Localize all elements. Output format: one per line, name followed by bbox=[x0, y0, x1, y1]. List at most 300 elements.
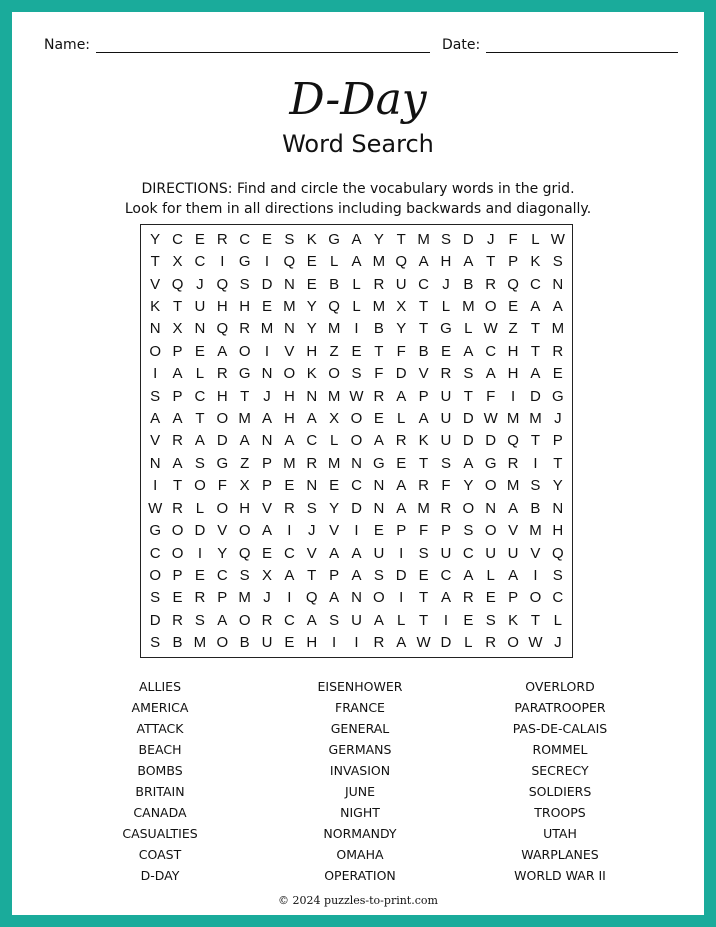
grid-letter[interactable]: G bbox=[484, 454, 497, 472]
grid-letter[interactable]: U bbox=[440, 432, 452, 450]
grid-letter[interactable]: E bbox=[373, 410, 384, 428]
grid-letter[interactable]: C bbox=[194, 253, 206, 271]
grid-letter[interactable]: E bbox=[485, 589, 496, 607]
grid-letter[interactable]: Q bbox=[507, 275, 519, 293]
grid-letter[interactable]: J bbox=[263, 387, 271, 405]
grid-letter[interactable]: R bbox=[395, 432, 407, 450]
grid-letter[interactable]: R bbox=[216, 365, 228, 383]
grid-letter[interactable]: N bbox=[283, 275, 295, 293]
grid-letter[interactable]: Y bbox=[396, 320, 407, 338]
grid-letter[interactable]: H bbox=[440, 253, 452, 271]
grid-letter[interactable]: C bbox=[306, 432, 318, 450]
grid-letter[interactable]: I bbox=[443, 611, 449, 629]
grid-letter[interactable]: L bbox=[329, 253, 339, 271]
grid-letter[interactable]: S bbox=[485, 611, 496, 629]
grid-letter[interactable]: E bbox=[262, 297, 273, 315]
grid-letter[interactable]: L bbox=[397, 410, 406, 428]
grid-letter[interactable]: U bbox=[194, 297, 206, 315]
grid-letter[interactable]: A bbox=[396, 499, 407, 517]
grid-letter[interactable]: A bbox=[351, 567, 362, 585]
grid-letter[interactable]: L bbox=[195, 365, 205, 383]
grid-letter[interactable]: W bbox=[483, 320, 498, 338]
grid-letter[interactable]: G bbox=[238, 365, 251, 383]
grid-letter[interactable]: H bbox=[216, 297, 228, 315]
grid-letter[interactable]: M bbox=[327, 387, 341, 405]
grid-letter[interactable]: P bbox=[508, 253, 519, 271]
grid-letter[interactable]: A bbox=[396, 387, 407, 405]
grid-letter[interactable]: B bbox=[530, 499, 541, 517]
grid-letter[interactable]: Q bbox=[238, 544, 251, 562]
grid-letter[interactable]: N bbox=[373, 477, 385, 495]
grid-letter[interactable]: J bbox=[196, 275, 204, 293]
grid-letter[interactable]: K bbox=[418, 432, 429, 450]
grid-letter[interactable]: H bbox=[283, 410, 295, 428]
grid-letter[interactable]: V bbox=[418, 365, 429, 383]
grid-letter[interactable]: R bbox=[306, 454, 318, 472]
grid-letter[interactable]: A bbox=[306, 611, 317, 629]
grid-letter[interactable]: O bbox=[194, 477, 206, 495]
grid-letter[interactable]: C bbox=[216, 567, 228, 585]
grid-letter[interactable]: T bbox=[419, 297, 429, 315]
grid-letter[interactable]: E bbox=[329, 477, 340, 495]
grid-letter[interactable]: T bbox=[419, 454, 429, 472]
grid-letter[interactable]: A bbox=[172, 365, 183, 383]
grid-letter[interactable]: R bbox=[261, 611, 273, 629]
grid-letter[interactable]: L bbox=[329, 432, 339, 450]
grid-letter[interactable]: N bbox=[306, 477, 318, 495]
grid-letter[interactable]: N bbox=[351, 589, 362, 607]
grid-letter[interactable]: E bbox=[418, 567, 429, 585]
grid-letter[interactable]: W bbox=[416, 634, 431, 652]
grid-letter[interactable]: R bbox=[485, 275, 497, 293]
grid-letter[interactable]: O bbox=[350, 410, 363, 428]
grid-letter[interactable]: T bbox=[307, 567, 317, 585]
grid-letter[interactable]: I bbox=[510, 387, 516, 405]
grid-letter[interactable]: I bbox=[399, 544, 404, 562]
grid-letter[interactable]: I bbox=[332, 634, 337, 652]
grid-letter[interactable]: S bbox=[306, 499, 317, 517]
grid-letter[interactable]: Y bbox=[373, 230, 384, 248]
grid-letter[interactable]: R bbox=[418, 477, 430, 495]
grid-letter[interactable]: R bbox=[172, 432, 183, 450]
grid-letter[interactable]: F bbox=[396, 342, 406, 360]
grid-letter[interactable]: P bbox=[508, 589, 519, 607]
grid-letter[interactable]: D bbox=[216, 432, 228, 450]
grid-letter[interactable]: R bbox=[440, 499, 452, 517]
grid-letter[interactable]: I bbox=[153, 365, 158, 383]
grid-letter[interactable]: C bbox=[485, 342, 497, 360]
grid-letter[interactable]: A bbox=[463, 342, 474, 360]
grid-letter[interactable]: W bbox=[349, 387, 364, 405]
grid-letter[interactable]: C bbox=[552, 589, 564, 607]
grid-letter[interactable]: O bbox=[283, 365, 296, 383]
grid-letter[interactable]: N bbox=[283, 320, 295, 338]
date-blank-line[interactable] bbox=[486, 36, 678, 53]
grid-letter[interactable]: A bbox=[239, 432, 250, 450]
grid-letter[interactable]: P bbox=[552, 432, 563, 450]
grid-letter[interactable]: U bbox=[440, 387, 452, 405]
grid-letter[interactable]: Y bbox=[150, 230, 161, 248]
grid-letter[interactable]: N bbox=[149, 320, 161, 338]
grid-letter[interactable]: I bbox=[533, 567, 538, 585]
grid-letter[interactable]: O bbox=[149, 567, 162, 585]
grid-letter[interactable]: L bbox=[553, 611, 562, 629]
grid-letter[interactable]: G bbox=[328, 230, 340, 248]
grid-letter[interactable]: U bbox=[507, 544, 519, 562]
grid-letter[interactable]: U bbox=[373, 544, 385, 562]
grid-letter[interactable]: U bbox=[440, 410, 452, 428]
grid-letter[interactable]: Y bbox=[463, 477, 474, 495]
grid-letter[interactable]: F bbox=[441, 477, 451, 495]
grid-letter[interactable]: J bbox=[554, 410, 562, 428]
grid-letter[interactable]: A bbox=[373, 611, 384, 629]
grid-letter[interactable]: S bbox=[440, 454, 451, 472]
grid-letter[interactable]: R bbox=[194, 589, 206, 607]
grid-letter[interactable]: F bbox=[486, 387, 496, 405]
grid-letter[interactable]: M bbox=[529, 410, 542, 428]
grid-letter[interactable]: Q bbox=[328, 297, 340, 315]
grid-letter[interactable]: O bbox=[171, 522, 184, 540]
grid-letter[interactable]: L bbox=[464, 320, 473, 338]
grid-letter[interactable]: S bbox=[194, 611, 205, 629]
grid-letter[interactable]: V bbox=[217, 522, 228, 540]
grid-letter[interactable]: D bbox=[462, 432, 474, 450]
grid-letter[interactable]: T bbox=[530, 432, 541, 450]
grid-letter[interactable]: A bbox=[508, 499, 519, 517]
grid-letter[interactable]: A bbox=[351, 253, 362, 271]
grid-letter[interactable]: P bbox=[418, 387, 429, 405]
grid-letter[interactable]: Y bbox=[552, 477, 563, 495]
grid-letter[interactable]: E bbox=[262, 230, 273, 248]
grid-letter[interactable]: D bbox=[149, 611, 161, 629]
grid-letter[interactable]: R bbox=[283, 499, 295, 517]
grid-letter[interactable]: J bbox=[486, 230, 495, 248]
grid-letter[interactable]: D bbox=[351, 499, 362, 517]
grid-letter[interactable]: T bbox=[553, 454, 563, 472]
grid-letter[interactable]: N bbox=[306, 387, 318, 405]
grid-letter[interactable]: N bbox=[373, 499, 385, 517]
grid-letter[interactable]: B bbox=[463, 275, 474, 293]
grid-letter[interactable]: O bbox=[350, 432, 363, 450]
grid-letter[interactable]: V bbox=[150, 432, 161, 450]
grid-letter[interactable]: T bbox=[530, 342, 541, 360]
grid-letter[interactable]: T bbox=[486, 253, 496, 271]
grid-letter[interactable]: C bbox=[239, 230, 251, 248]
grid-letter[interactable]: H bbox=[306, 342, 318, 360]
grid-letter[interactable]: I bbox=[287, 589, 292, 607]
grid-letter[interactable]: R bbox=[239, 320, 251, 338]
grid-letter[interactable]: T bbox=[195, 410, 205, 428]
grid-letter[interactable]: D bbox=[395, 365, 407, 383]
grid-letter[interactable]: W bbox=[528, 634, 543, 652]
grid-letter[interactable]: U bbox=[261, 634, 273, 652]
grid-letter[interactable]: B bbox=[373, 320, 384, 338]
grid-letter[interactable]: D bbox=[462, 410, 474, 428]
grid-letter[interactable]: T bbox=[240, 387, 250, 405]
grid-letter[interactable]: K bbox=[306, 365, 317, 383]
grid-letter[interactable]: A bbox=[508, 567, 519, 585]
grid-letter[interactable]: R bbox=[216, 230, 228, 248]
grid-letter[interactable]: M bbox=[372, 297, 386, 315]
grid-letter[interactable]: A bbox=[418, 253, 429, 271]
grid-letter[interactable]: T bbox=[172, 297, 183, 315]
grid-letter[interactable]: L bbox=[464, 634, 473, 652]
grid-letter[interactable]: R bbox=[462, 589, 474, 607]
grid-letter[interactable]: A bbox=[194, 432, 205, 450]
grid-letter[interactable]: A bbox=[418, 410, 429, 428]
grid-letter[interactable]: S bbox=[418, 544, 429, 562]
grid-letter[interactable]: T bbox=[419, 589, 429, 607]
grid-letter[interactable]: B bbox=[172, 634, 183, 652]
grid-letter[interactable]: X bbox=[239, 477, 250, 495]
grid-letter[interactable]: H bbox=[507, 365, 519, 383]
grid-letter[interactable]: G bbox=[216, 454, 229, 472]
grid-letter[interactable]: A bbox=[440, 589, 451, 607]
grid-letter[interactable]: I bbox=[354, 634, 359, 652]
grid-letter[interactable]: A bbox=[530, 297, 541, 315]
grid-letter[interactable]: M bbox=[193, 634, 207, 652]
grid-letter[interactable]: O bbox=[216, 634, 229, 652]
grid-letter[interactable]: V bbox=[329, 522, 340, 540]
grid-letter[interactable]: M bbox=[283, 297, 296, 315]
grid-letter[interactable]: A bbox=[262, 410, 273, 428]
grid-letter[interactable]: A bbox=[284, 432, 295, 450]
grid-letter[interactable]: H bbox=[306, 634, 318, 652]
grid-letter[interactable]: B bbox=[329, 275, 340, 293]
grid-letter[interactable]: S bbox=[194, 454, 205, 472]
grid-letter[interactable]: T bbox=[419, 611, 429, 629]
grid-letter[interactable]: R bbox=[172, 611, 183, 629]
grid-letter[interactable]: J bbox=[308, 522, 316, 540]
grid-letter[interactable]: E bbox=[306, 253, 317, 271]
grid-letter[interactable]: I bbox=[220, 253, 225, 271]
grid-letter[interactable]: G bbox=[373, 454, 385, 472]
grid-letter[interactable]: B bbox=[239, 634, 250, 652]
grid-letter[interactable]: X bbox=[396, 297, 407, 315]
grid-letter[interactable]: C bbox=[283, 611, 295, 629]
grid-letter[interactable]: G bbox=[440, 320, 452, 338]
grid-letter[interactable]: A bbox=[351, 544, 362, 562]
grid-letter[interactable]: S bbox=[239, 567, 250, 585]
grid-letter[interactable]: Z bbox=[329, 342, 339, 360]
grid-letter[interactable]: H bbox=[239, 297, 251, 315]
grid-letter[interactable]: M bbox=[506, 410, 520, 428]
grid-letter[interactable]: M bbox=[372, 253, 386, 271]
grid-letter[interactable]: E bbox=[552, 365, 563, 383]
grid-letter[interactable]: A bbox=[373, 432, 384, 450]
grid-letter[interactable]: A bbox=[463, 454, 474, 472]
grid-letter[interactable]: B bbox=[418, 342, 429, 360]
grid-letter[interactable]: D bbox=[395, 567, 407, 585]
grid-letter[interactable]: A bbox=[485, 365, 496, 383]
grid-letter[interactable]: C bbox=[418, 275, 430, 293]
grid-letter[interactable]: O bbox=[484, 297, 497, 315]
grid-letter[interactable]: A bbox=[530, 365, 541, 383]
grid-letter[interactable]: J bbox=[554, 634, 562, 652]
grid-letter[interactable]: S bbox=[530, 477, 541, 495]
grid-letter[interactable]: L bbox=[352, 275, 361, 293]
grid-letter[interactable]: N bbox=[149, 454, 161, 472]
grid-letter[interactable]: Q bbox=[171, 275, 184, 293]
grid-letter[interactable]: I bbox=[287, 522, 292, 540]
grid-letter[interactable]: R bbox=[373, 275, 385, 293]
grid-letter[interactable]: L bbox=[195, 499, 205, 517]
grid-letter[interactable]: A bbox=[552, 297, 563, 315]
grid-letter[interactable]: N bbox=[552, 499, 564, 517]
grid-letter[interactable]: S bbox=[351, 365, 362, 383]
grid-letter[interactable]: O bbox=[238, 342, 251, 360]
grid-letter[interactable]: M bbox=[506, 477, 520, 495]
grid-letter[interactable]: N bbox=[261, 365, 273, 383]
grid-letter[interactable]: R bbox=[373, 634, 385, 652]
grid-letter[interactable]: R bbox=[507, 454, 519, 472]
grid-letter[interactable]: A bbox=[351, 230, 362, 248]
grid-letter[interactable]: H bbox=[239, 499, 251, 517]
grid-letter[interactable]: X bbox=[329, 410, 340, 428]
grid-letter[interactable]: I bbox=[354, 320, 359, 338]
grid-letter[interactable]: M bbox=[327, 454, 341, 472]
grid-letter[interactable]: O bbox=[328, 365, 340, 383]
grid-letter[interactable]: C bbox=[172, 230, 183, 248]
grid-letter[interactable]: S bbox=[463, 522, 474, 540]
grid-letter[interactable]: E bbox=[172, 589, 183, 607]
grid-letter[interactable]: P bbox=[262, 477, 273, 495]
grid-letter[interactable]: T bbox=[463, 387, 473, 405]
grid-letter[interactable]: R bbox=[172, 499, 183, 517]
grid-letter[interactable]: E bbox=[373, 522, 384, 540]
grid-letter[interactable]: H bbox=[507, 342, 519, 360]
name-blank-line[interactable] bbox=[96, 36, 430, 53]
grid-letter[interactable]: K bbox=[306, 230, 317, 248]
grid-letter[interactable]: E bbox=[351, 342, 362, 360]
grid-letter[interactable]: E bbox=[284, 634, 295, 652]
grid-letter[interactable]: L bbox=[352, 297, 361, 315]
grid-letter[interactable]: E bbox=[194, 342, 205, 360]
grid-letter[interactable]: A bbox=[329, 544, 340, 562]
grid-letter[interactable]: M bbox=[417, 230, 430, 248]
grid-letter[interactable]: A bbox=[306, 410, 317, 428]
grid-letter[interactable]: O bbox=[216, 410, 229, 428]
grid-letter[interactable]: K bbox=[508, 611, 519, 629]
grid-letter[interactable]: C bbox=[149, 544, 161, 562]
grid-letter[interactable]: I bbox=[399, 589, 404, 607]
grid-letter[interactable]: V bbox=[262, 499, 273, 517]
grid-letter[interactable]: V bbox=[284, 342, 295, 360]
grid-letter[interactable]: Y bbox=[329, 499, 340, 517]
grid-letter[interactable]: O bbox=[238, 522, 251, 540]
grid-letter[interactable]: M bbox=[238, 410, 251, 428]
grid-letter[interactable]: S bbox=[150, 634, 161, 652]
grid-letter[interactable]: P bbox=[262, 454, 273, 472]
grid-letter[interactable]: M bbox=[283, 454, 296, 472]
grid-letter[interactable]: Q bbox=[216, 275, 229, 293]
grid-letter[interactable]: X bbox=[172, 320, 183, 338]
grid-letter[interactable]: M bbox=[462, 297, 475, 315]
grid-letter[interactable]: M bbox=[551, 320, 565, 338]
grid-letter[interactable]: A bbox=[329, 589, 340, 607]
grid-letter[interactable]: O bbox=[529, 589, 542, 607]
grid-letter[interactable]: L bbox=[441, 297, 451, 315]
grid-letter[interactable]: V bbox=[530, 544, 541, 562]
grid-letter[interactable]: P bbox=[329, 567, 340, 585]
grid-letter[interactable]: H bbox=[552, 522, 564, 540]
grid-letter[interactable]: N bbox=[194, 320, 206, 338]
grid-letter[interactable]: O bbox=[484, 522, 497, 540]
grid-letter[interactable]: I bbox=[354, 522, 359, 540]
grid-letter[interactable]: P bbox=[172, 567, 183, 585]
grid-letter[interactable]: I bbox=[197, 544, 202, 562]
grid-letter[interactable]: V bbox=[306, 544, 317, 562]
grid-letter[interactable]: E bbox=[463, 611, 474, 629]
grid-letter[interactable]: L bbox=[486, 567, 495, 585]
grid-letter[interactable]: E bbox=[306, 275, 317, 293]
grid-letter[interactable]: S bbox=[552, 253, 563, 271]
grid-letter[interactable]: R bbox=[373, 387, 385, 405]
grid-letter[interactable]: V bbox=[150, 275, 161, 293]
grid-letter[interactable]: N bbox=[485, 499, 497, 517]
grid-letter[interactable]: Z bbox=[240, 454, 250, 472]
grid-letter[interactable]: A bbox=[262, 522, 273, 540]
grid-letter[interactable]: A bbox=[172, 410, 183, 428]
grid-letter[interactable]: G bbox=[551, 387, 564, 405]
grid-letter[interactable]: S bbox=[239, 275, 250, 293]
grid-letter[interactable]: E bbox=[508, 297, 519, 315]
grid-letter[interactable]: D bbox=[440, 634, 452, 652]
grid-letter[interactable]: H bbox=[283, 387, 295, 405]
grid-letter[interactable]: F bbox=[508, 230, 518, 248]
grid-letter[interactable]: J bbox=[263, 589, 271, 607]
grid-letter[interactable]: J bbox=[442, 275, 450, 293]
grid-letter[interactable]: U bbox=[485, 544, 497, 562]
grid-letter[interactable]: I bbox=[153, 477, 158, 495]
grid-letter[interactable]: S bbox=[373, 567, 384, 585]
grid-letter[interactable]: S bbox=[329, 611, 340, 629]
grid-letter[interactable]: D bbox=[194, 522, 206, 540]
grid-letter[interactable]: K bbox=[530, 253, 541, 271]
grid-letter[interactable]: A bbox=[284, 567, 295, 585]
grid-letter[interactable]: O bbox=[507, 634, 519, 652]
grid-letter[interactable]: E bbox=[194, 230, 205, 248]
grid-letter[interactable]: O bbox=[484, 477, 497, 495]
grid-letter[interactable]: I bbox=[533, 454, 538, 472]
grid-letter[interactable]: T bbox=[419, 320, 429, 338]
grid-letter[interactable]: N bbox=[552, 275, 564, 293]
grid-letter[interactable]: C bbox=[440, 567, 452, 585]
grid-letter[interactable]: Y bbox=[217, 544, 228, 562]
grid-letter[interactable]: E bbox=[194, 567, 205, 585]
grid-letter[interactable]: G bbox=[238, 253, 251, 271]
grid-letter[interactable]: N bbox=[351, 454, 362, 472]
grid-letter[interactable]: S bbox=[552, 567, 563, 585]
grid-letter[interactable]: M bbox=[238, 589, 251, 607]
grid-letter[interactable]: K bbox=[150, 297, 161, 315]
grid-letter[interactable]: Z bbox=[508, 320, 518, 338]
grid-letter[interactable]: A bbox=[217, 342, 228, 360]
grid-letter[interactable]: T bbox=[150, 253, 160, 271]
grid-letter[interactable]: Q bbox=[216, 320, 229, 338]
grid-letter[interactable]: F bbox=[374, 365, 384, 383]
grid-letter[interactable]: Y bbox=[306, 297, 317, 315]
grid-letter[interactable]: A bbox=[396, 477, 407, 495]
grid-letter[interactable]: C bbox=[530, 275, 541, 293]
grid-letter[interactable]: O bbox=[216, 499, 229, 517]
grid-letter[interactable]: R bbox=[552, 342, 564, 360]
grid-letter[interactable]: Q bbox=[283, 253, 296, 271]
grid-letter[interactable]: O bbox=[462, 499, 475, 517]
grid-letter[interactable]: A bbox=[150, 410, 161, 428]
grid-letter[interactable]: U bbox=[395, 275, 407, 293]
grid-letter[interactable]: U bbox=[351, 611, 362, 629]
